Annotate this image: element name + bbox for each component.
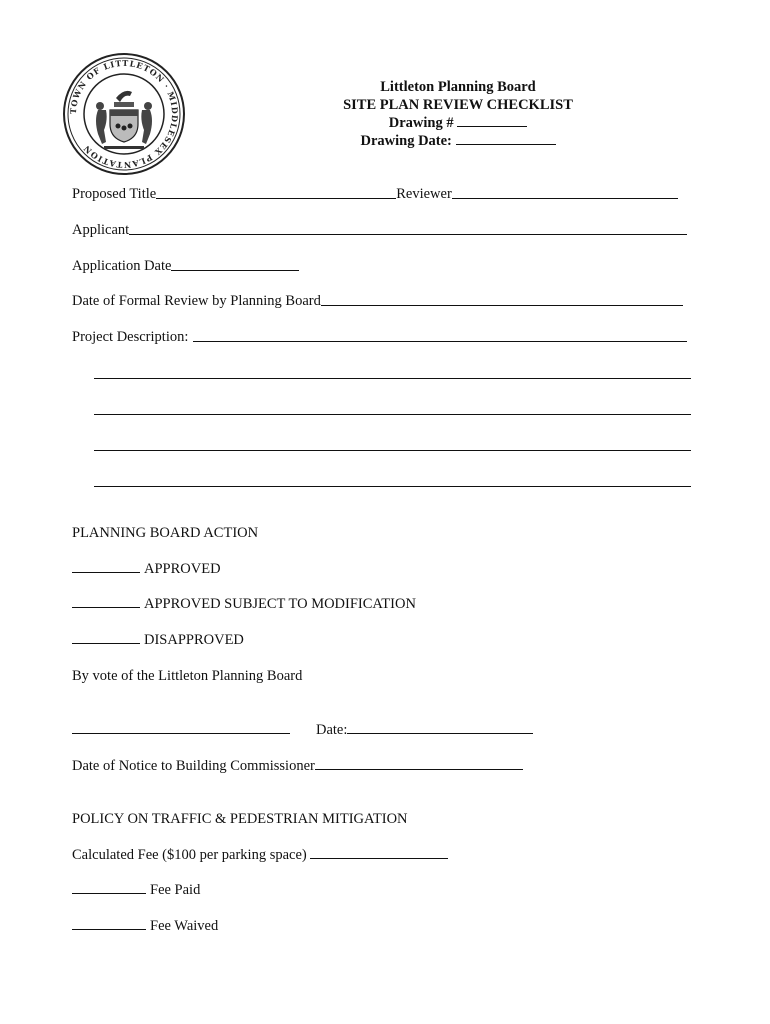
- approved-mod-label: APPROVED SUBJECT TO MODIFICATION: [144, 596, 416, 612]
- drawing-date-label: Drawing Date:: [360, 133, 452, 149]
- form-header: [318, 78, 598, 150]
- calculated-fee-field[interactable]: [310, 857, 448, 859]
- application-date-field[interactable]: [171, 269, 299, 271]
- description-line[interactable]: [94, 414, 691, 415]
- notice-label: Date of Notice to Building Commissioner: [72, 758, 315, 774]
- planning-board-action-heading: PLANNING BOARD ACTION: [72, 525, 259, 541]
- fee-waived-row: [72, 918, 218, 935]
- fee-paid-field[interactable]: [72, 892, 146, 894]
- policy-heading: POLICY ON TRAFFIC & PEDESTRIAN MITIGATION: [72, 811, 408, 827]
- applicant-label: Applicant: [72, 222, 130, 238]
- approved-mod-field[interactable]: [72, 606, 140, 608]
- disapproved-label: DISAPPROVED: [144, 632, 244, 648]
- approved-field[interactable]: [72, 571, 140, 573]
- description-line[interactable]: [94, 378, 691, 379]
- project-description-row: [72, 329, 687, 345]
- notice-date-field[interactable]: [315, 768, 523, 770]
- signature-row: [72, 722, 537, 739]
- proposed-title-field[interactable]: [156, 197, 396, 199]
- svg-text:TOWN OF LITTLETON · MIDDLESEX: TOWN OF LITTLETON · MIDDLESEX PLANTATION: [67, 57, 181, 171]
- fee-waived-field[interactable]: [72, 928, 146, 930]
- approved-row: [72, 561, 221, 578]
- drawing-number-line: [318, 114, 598, 132]
- reviewer-field[interactable]: [452, 197, 678, 199]
- drawing-date-line: [318, 132, 598, 150]
- formal-review-row: [72, 293, 683, 309]
- applicant-row: [72, 222, 687, 238]
- approved-mod-row: [72, 596, 416, 613]
- proposed-title-label: Proposed Title: [72, 186, 157, 202]
- town-seal: [62, 52, 186, 176]
- fee-paid-row: [72, 882, 200, 899]
- notice-row: [72, 758, 527, 775]
- applicant-field[interactable]: [129, 233, 687, 235]
- proposed-title-row: [72, 186, 678, 202]
- drawing-date-field[interactable]: [456, 132, 556, 145]
- disapproved-field[interactable]: [72, 642, 140, 644]
- seal-icon: [62, 52, 186, 176]
- reviewer-label: Reviewer: [396, 186, 452, 202]
- project-description-label: Project Description:: [72, 329, 189, 345]
- board-title: Littleton Planning Board: [380, 79, 536, 95]
- description-line[interactable]: [94, 450, 691, 451]
- approved-label: APPROVED: [144, 561, 221, 577]
- calculated-fee-label: Calculated Fee ($100 per parking space): [72, 847, 307, 863]
- project-description-field[interactable]: [193, 340, 687, 342]
- formal-review-label: Date of Formal Review by Planning Board: [72, 293, 321, 309]
- signature-field[interactable]: [72, 732, 290, 734]
- description-line[interactable]: [94, 486, 691, 487]
- form-title: SITE PLAN REVIEW CHECKLIST: [343, 97, 573, 113]
- drawing-number-label: Drawing #: [388, 115, 454, 131]
- fee-waived-label: Fee Waived: [150, 918, 219, 934]
- application-date-label: Application Date: [72, 258, 172, 274]
- drawing-number-field[interactable]: [457, 114, 527, 127]
- disapproved-row: [72, 632, 244, 649]
- signature-date-field[interactable]: [347, 732, 533, 734]
- formal-review-field[interactable]: [321, 304, 683, 306]
- application-date-row: [72, 258, 299, 274]
- signature-date-label: Date:: [316, 722, 348, 738]
- calculated-fee-row: [72, 847, 452, 864]
- vote-statement: By vote of the Littleton Planning Board: [72, 668, 303, 684]
- fee-paid-label: Fee Paid: [150, 882, 201, 898]
